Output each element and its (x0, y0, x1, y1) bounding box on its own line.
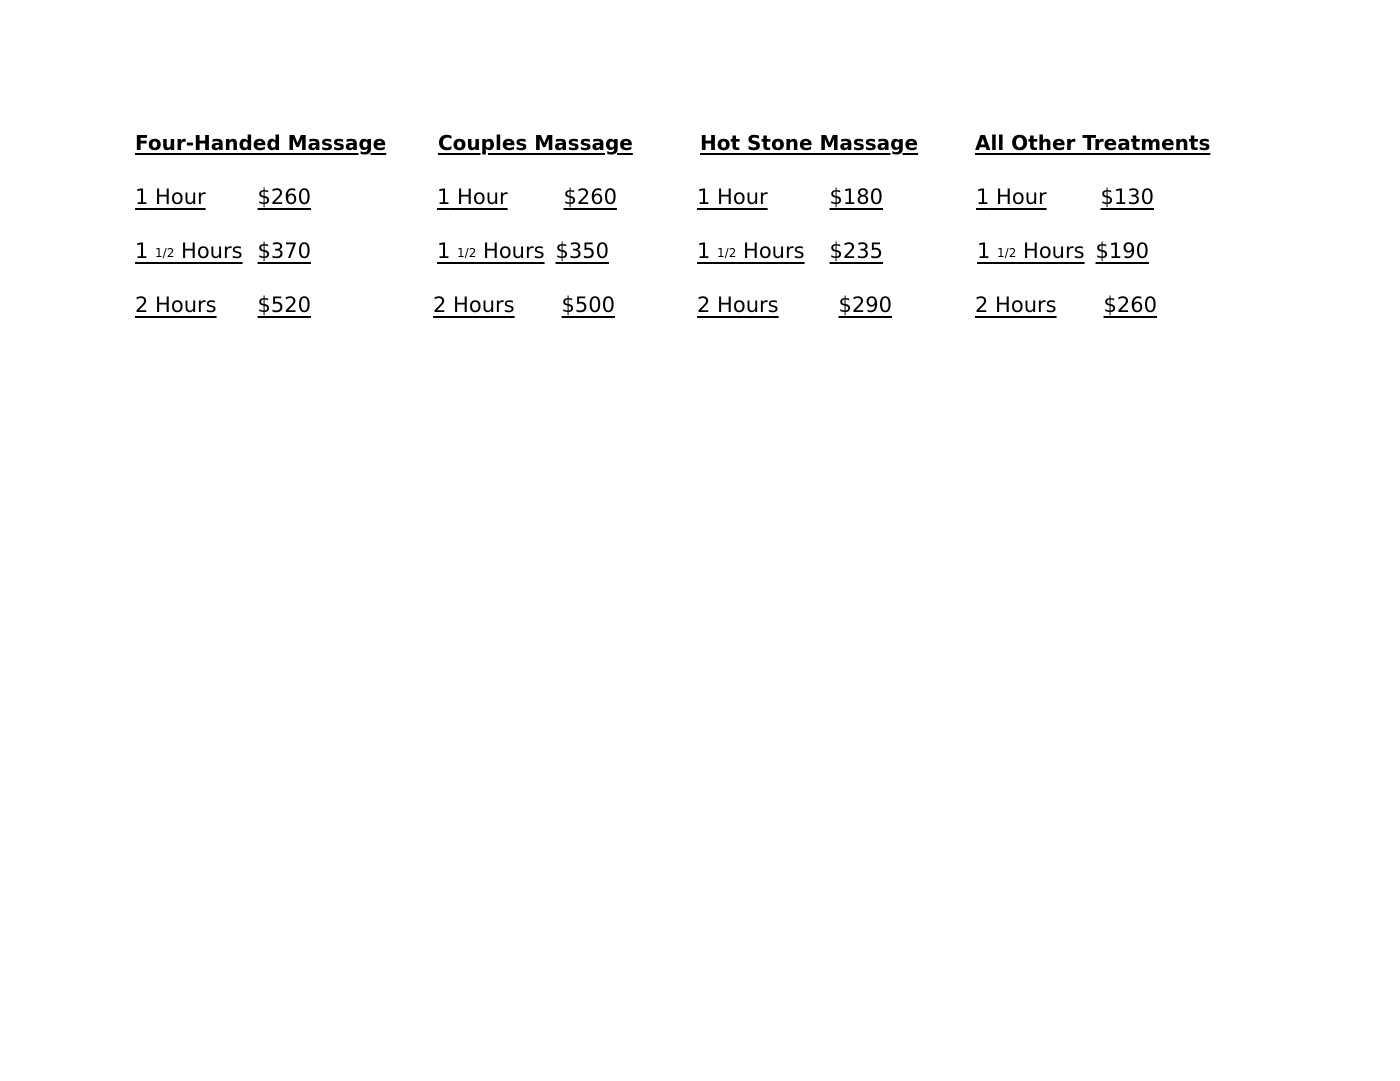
price-value: $370 (257, 239, 311, 263)
rate-row-1-hour (437, 180, 617, 214)
duration-label (135, 288, 217, 322)
rate-row-1-5-hours (697, 234, 883, 268)
duration-unit: Hours (148, 293, 217, 317)
price-value: $260 (563, 185, 617, 209)
column-hot-stone-massage (697, 126, 918, 322)
duration-unit: Hours (710, 293, 779, 317)
duration-fraction: 1/2 (717, 246, 737, 260)
duration-unit: Hour (710, 185, 768, 209)
price-value: $260 (1103, 293, 1157, 317)
duration-unit: Hour (989, 185, 1047, 209)
rate-row-1-hour (697, 180, 883, 214)
column-heading (135, 126, 386, 160)
duration-unit: Hours (446, 293, 515, 317)
rate-row-2-hours (433, 288, 615, 322)
duration-fraction: 1/2 (457, 246, 477, 260)
column-heading-text: Hot Stone Massage (700, 131, 919, 155)
duration-label (135, 180, 206, 214)
duration-fraction: 1/2 (155, 246, 175, 260)
duration-whole: 1 (135, 239, 156, 263)
column-heading-text: All Other Treatments (975, 131, 1211, 155)
column-four-handed-massage (135, 126, 386, 322)
duration-unit: Hours (736, 239, 805, 263)
price-value: $235 (829, 239, 883, 263)
duration-fraction: 1/2 (997, 246, 1017, 260)
rate-row-1-hour (976, 180, 1154, 214)
duration-unit: Hour (450, 185, 508, 209)
column-couples-massage (433, 126, 633, 322)
duration-unit: Hours (988, 293, 1057, 317)
duration-label (975, 288, 1057, 322)
column-heading-text: Couples Massage (438, 131, 633, 155)
price-value: $190 (1095, 239, 1149, 263)
duration-whole: 2 (433, 293, 447, 317)
price-value: $500 (561, 293, 615, 317)
duration-label (437, 234, 545, 268)
duration-whole: 2 (697, 293, 711, 317)
column-heading-text: Four-Handed Massage (135, 131, 387, 155)
duration-label (433, 288, 515, 322)
duration-whole: 1 (697, 185, 711, 209)
price-value: $520 (257, 293, 311, 317)
price-value: $290 (838, 293, 892, 317)
rate-row-1-5-hours (977, 234, 1149, 268)
duration-whole: 1 (976, 185, 990, 209)
duration-unit: Hours (1016, 239, 1085, 263)
column-heading (697, 126, 918, 160)
duration-whole: 1 (977, 239, 998, 263)
duration-whole: 1 (135, 185, 149, 209)
duration-label (697, 234, 805, 268)
duration-whole: 1 (697, 239, 718, 263)
price-value: $350 (555, 239, 609, 263)
column-heading (433, 126, 633, 160)
duration-unit: Hours (174, 239, 243, 263)
duration-whole: 2 (135, 293, 149, 317)
rate-row-2-hours (975, 288, 1157, 322)
duration-whole: 1 (437, 185, 451, 209)
rate-row-1-5-hours (437, 234, 609, 268)
rate-row-1-5-hours (135, 234, 311, 268)
duration-label (697, 180, 768, 214)
duration-label (437, 180, 508, 214)
rate-row-1-hour (135, 180, 311, 214)
duration-label (135, 234, 243, 268)
price-value: $180 (829, 185, 883, 209)
duration-label (977, 234, 1085, 268)
duration-label (976, 180, 1047, 214)
rate-row-2-hours (135, 288, 311, 322)
price-value: $130 (1100, 185, 1154, 209)
rate-row-2-hours (697, 288, 892, 322)
duration-whole: 2 (975, 293, 989, 317)
column-all-other-treatments (975, 126, 1210, 322)
duration-unit: Hours (476, 239, 545, 263)
duration-whole: 1 (437, 239, 458, 263)
price-value: $260 (257, 185, 311, 209)
duration-label (697, 288, 779, 322)
duration-unit: Hour (148, 185, 206, 209)
column-heading (975, 126, 1210, 160)
